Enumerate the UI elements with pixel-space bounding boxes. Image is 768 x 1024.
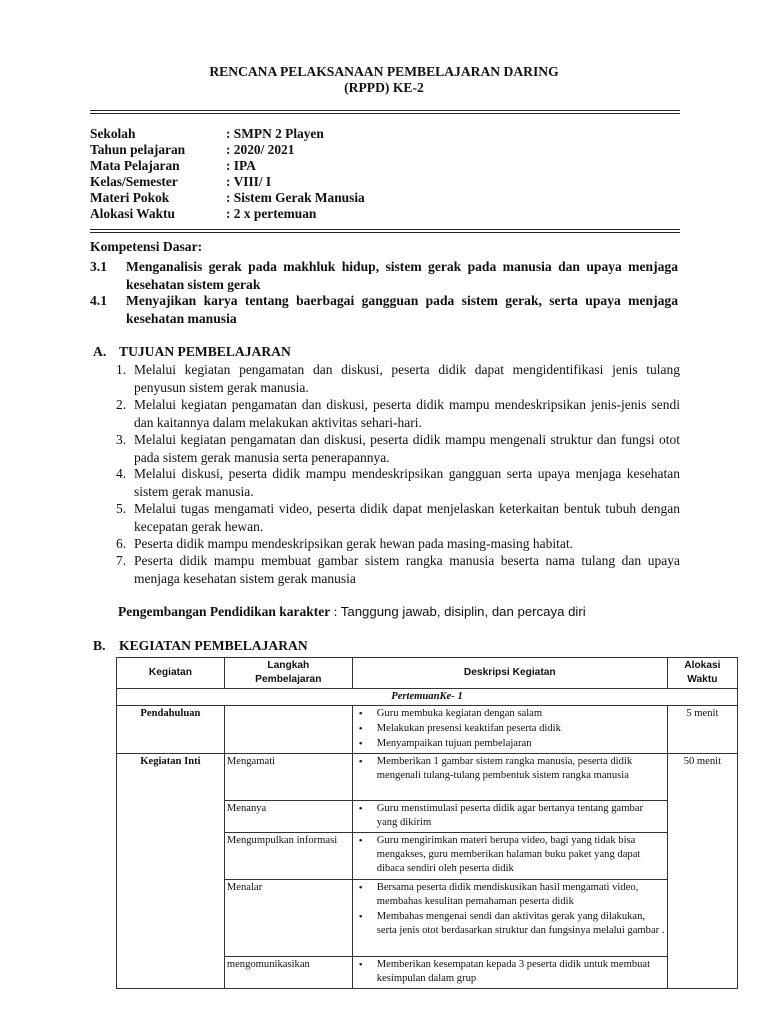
karakter-value: Tanggung jawab, disiplin, dan percaya diri [340, 604, 586, 619]
objective-item [116, 535, 678, 553]
objective-text: Peserta didik mampu mendeskripsikan gerak hewan pada masing-masing habitat. [134, 536, 574, 551]
kegiatan-cell: Kegiatan Inti [117, 754, 225, 989]
objective-item [116, 552, 678, 588]
langkah-cell [224, 706, 352, 754]
document-title: RENCANA PELAKSANAAN PEMBELAJARAN DARING [209, 64, 559, 79]
objective-text: Melalui kegiatan pengamatan dan diskusi, peserta didik mampu mengenali struktur dan fungsi otot pada sistem gerak manusia serta penerapannya. [134, 432, 680, 465]
kompetensi-text: Menganalisis gerak pada makhluk hidup, sistem gerak pada manusia dan upaya menjaga kesehatan sistem gerak [126, 259, 678, 292]
objective-text: Melalui tugas mengamati video, peserta didik dapat menjelaskan keterkaitan bentuk tubuh dengan kecepatan gerak hewan. [134, 501, 680, 534]
header-langkah-line2: Pembelajaran [255, 674, 322, 685]
objective-item [116, 500, 678, 536]
objective-text: Melalui kegiatan pengamatan dan diskusi, peserta didik dapat mengidentifikasi jenis tulang penyusun sistem gerak manusia. [134, 362, 680, 395]
objective-number: 6. [116, 536, 127, 551]
list-item: • Guru membuka kegiatan dengan salam [377, 707, 665, 721]
identity-label: Alokasi Waktu [90, 206, 175, 221]
waktu-cell: 50 menit [667, 754, 737, 989]
langkah-cell: Mengamati [224, 754, 352, 801]
header-kegiatan: Kegiatan [117, 658, 225, 689]
identity-label: Kelas/Semester [90, 174, 178, 189]
table-row [117, 706, 738, 754]
header-alokasi-line2: Waktu [687, 674, 718, 685]
header-deskripsi: Deskripsi Kegiatan [352, 658, 667, 689]
deskripsi-cell [352, 880, 667, 957]
objective-text: Peserta didik mampu membuat gambar sistem rangka manusia beserta nama tulang dan upaya menjaga kesehatan sistem gerak manusia [134, 553, 680, 586]
objective-text: Melalui kegiatan pengamatan dan diskusi, peserta didik mampu mendeskripsikan jenis-jenis sendi dan kaitannya dalam melakukan aktivitas sehari-hari. [134, 397, 680, 430]
identity-label: Tahun pelajaran [90, 142, 186, 157]
langkah-cell: mengomunikasikan [224, 957, 352, 989]
document-subtitle: (RPPD) KE-2 [344, 80, 424, 95]
identity-value: : 2 x pertemuan [226, 206, 317, 221]
pertemuan-label: PertemuanKe- 1 [117, 689, 738, 706]
objective-number: 4. [116, 466, 127, 481]
objective-item [116, 431, 678, 467]
langkah-cell: Menanya [224, 801, 352, 833]
double-rule-bottom [90, 229, 680, 233]
kompetensi-item [90, 292, 680, 328]
objective-number: 3. [116, 432, 127, 447]
objective-number: 1. [116, 362, 127, 377]
karakter-line [118, 604, 586, 620]
identity-value: : 2020/ 2021 [226, 142, 295, 157]
list-item: • Bersama peserta didik mendiskusikan hasil mengamati video, membahas kesulitan pemahaman peserta didik [377, 881, 665, 909]
list-item: • Menyampaikan tujuan pembelajaran [377, 737, 665, 751]
deskripsi-cell [352, 957, 667, 989]
identity-value: : SMPN 2 Playen [226, 126, 324, 141]
list-item: • Guru mengirimkan materi berupa video, bagi yang tidak bisa mengakses, guru memberikan halaman buku paket yang dapat dibaca sendiri oleh peserta didik [377, 834, 665, 876]
deskripsi-cell [352, 801, 667, 833]
waktu-cell: 5 menit [667, 706, 737, 754]
kompetensi-text: Menyajikan karya tentang baerbagai gangguan pada sistem gerak, serta upaya menjaga kesehatan manusia [126, 293, 678, 326]
header-langkah-line1: Langkah [267, 660, 310, 671]
header-alokasi [667, 658, 737, 689]
deskripsi-cell [352, 706, 667, 754]
table-row [117, 754, 738, 801]
objective-number: 7. [116, 553, 127, 568]
deskripsi-cell [352, 833, 667, 880]
objective-item [116, 465, 678, 501]
identity-label: Mata Pelajaran [90, 158, 180, 173]
double-rule-top [90, 110, 680, 114]
langkah-cell: Mengumpulkan informasi [224, 833, 352, 880]
header-langkah [224, 658, 352, 689]
header-alokasi-line1: Alokasi [684, 660, 721, 671]
list-item: • Memberikan 1 gambar sistem rangka manusia, peserta didik mengenali tulang-tulang pembentuk sistem rangka manusia [377, 755, 665, 783]
karakter-label: Pengembangan Pendidikan karakter [118, 604, 331, 619]
kegiatan-cell: Pendahuluan [117, 706, 225, 754]
list-item: • Guru menstimulasi peserta didik agar bertanya tentang gambar yang dikirim [377, 802, 665, 830]
langkah-cell: Menalar [224, 880, 352, 957]
section-letter: B. [93, 638, 106, 653]
kompetensi-heading: Kompetensi Dasar: [90, 239, 203, 254]
list-item: • Membahas mengenai sendi dan aktivitas gerak yang dilakukan, serta jenis otot berdasarkan struktur dan fungsinya melalui gambar . [377, 910, 665, 938]
table-header-row [117, 658, 738, 689]
identity-label: Materi Pokok [90, 190, 170, 205]
list-item: • Memberikan kesempatan kepada 3 peserta didik untuk membuat kesimpulan dalam grup [377, 958, 665, 986]
section-letter: A. [93, 344, 107, 359]
list-item: • Melakukan presensi keaktifan peserta didik [377, 722, 665, 736]
objective-number: 5. [116, 501, 127, 516]
identity-label: Sekolah [90, 126, 136, 141]
identity-value: : Sistem Gerak Manusia [226, 190, 365, 205]
objective-item [116, 361, 678, 397]
deskripsi-cell [352, 754, 667, 801]
identity-value: : IPA [226, 158, 256, 173]
section-title: TUJUAN PEMBELAJARAN [119, 344, 291, 359]
objective-text: Melalui diskusi, peserta didik mampu mendeskripsikan gangguan serta upaya menjaga kesehatan sistem gerak manusia. [134, 466, 680, 499]
objective-number: 2. [116, 397, 127, 412]
karakter-separator: : [330, 604, 341, 619]
section-title: KEGIATAN PEMBELAJARAN [119, 638, 308, 653]
kompetensi-number: 3.1 [90, 259, 107, 274]
kompetensi-number: 4.1 [90, 293, 107, 308]
objective-item [116, 396, 678, 432]
identity-value: : VIII/ I [226, 174, 272, 189]
kompetensi-item [90, 258, 680, 294]
kegiatan-table [116, 657, 738, 989]
pertemuan-row [117, 689, 738, 706]
